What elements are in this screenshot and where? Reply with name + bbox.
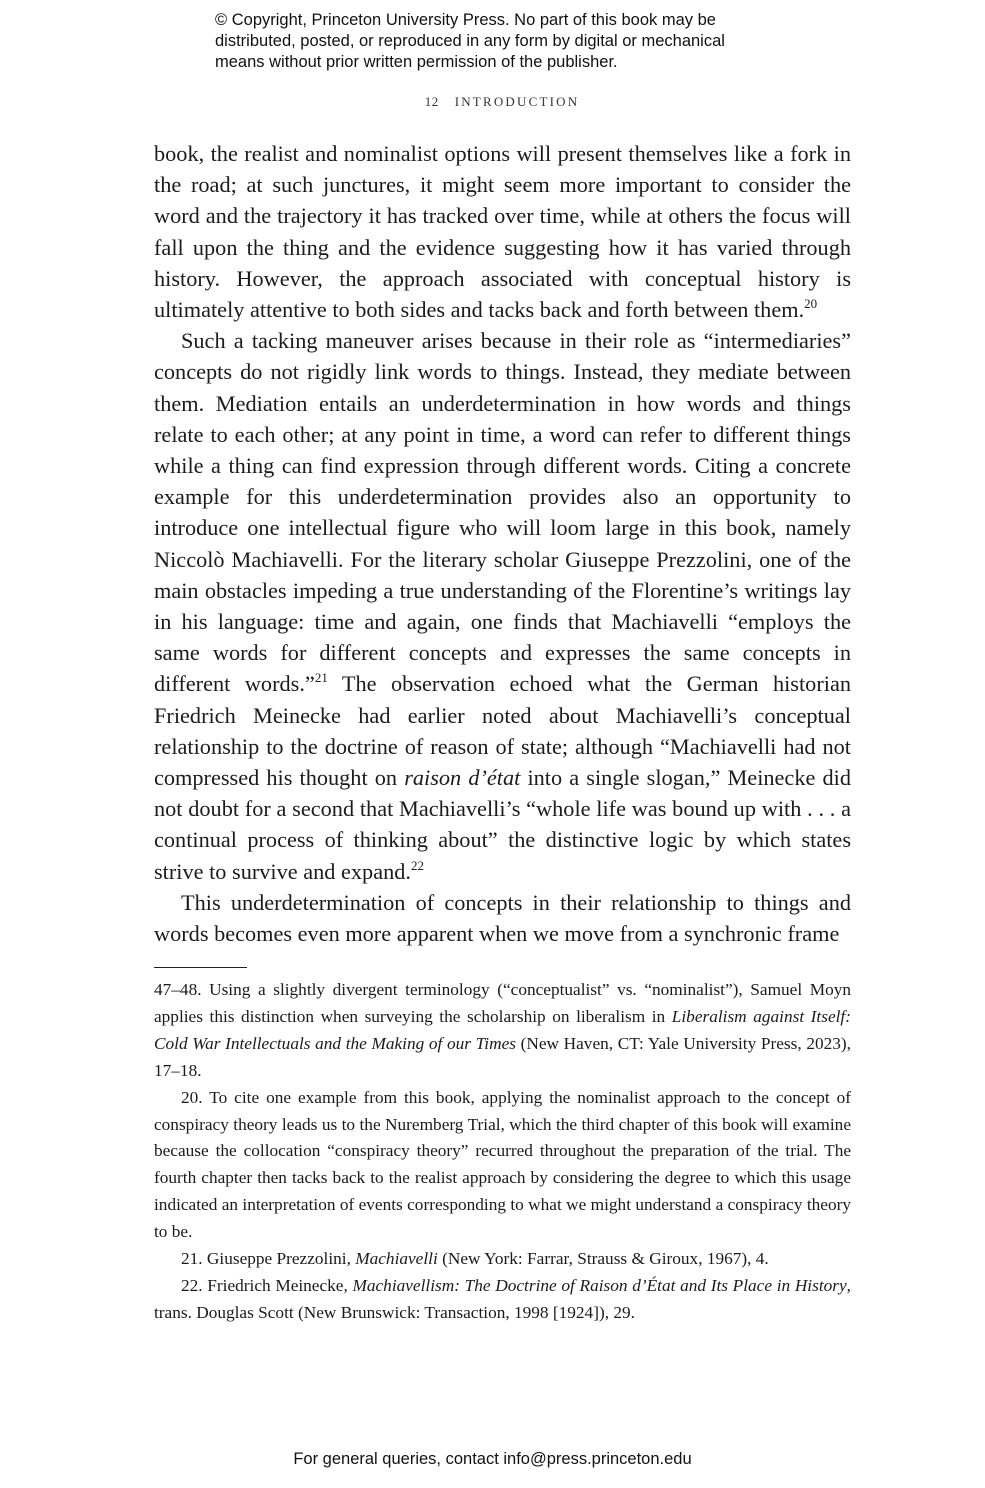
paragraph-2-text-c: into a single slogan,” Meinecke did not doubt for a second that Machiavelli’s “whole life was bound up with . . . a continual process of thinking about” the distinctive logic by which states strive to survive and expand. [154,765,851,884]
note-ref-21[interactable]: 21 [314,670,328,686]
paragraph-2-text-b: The observation echoed what the German historian Friedrich Meinecke had earlier noted about Machiavelli’s conceptual relationship to the doctrine of reason of state; although “Machiavelli had not compressed his thought on [154,671,851,791]
copyright-line-1: © Copyright, Princeton University Press. No part of this book may be [215,11,716,29]
copyright-line-2: distributed, posted, or reproduced in any form by digital or mechanical [215,32,725,50]
footnote-20 [154,1085,851,1246]
paragraph-2-italic: raison d’état [404,765,521,791]
running-head [0,94,985,110]
footnote-22-italic: Machiavellism: The Doctrine of Raison d’État and Its Place in History [352,1275,847,1295]
footnote-19-continued [154,977,851,1085]
footer-contact: For general queries, contact info@press.princeton.edu [293,1450,692,1468]
copyright-line-3: means without prior written permission of the publisher. [215,53,618,71]
note-ref-22[interactable]: 22 [410,857,424,873]
footnote-19-italic: Liberalism against Itself: Cold War Intellectuals and the Making of our Times [154,1006,851,1053]
paragraph-1-text: book, the realist and nominalist options will present themselves like a fork in the road; at such junctures, it might seem more important to consider the word and the trajectory it has tracked over time, while at others the focus will fall upon the thing and the evidence suggesting how it has varied through history. However, the approach associated with conceptual history is ultimately attentive to both sides and tacks back and forth between them. [154,141,851,323]
note-ref-20[interactable]: 20 [804,296,818,312]
footnote-21-text-b: (New York: Farrar, Strauss & Giroux, 1967), 4. [437,1249,769,1269]
footnote-21-italic: Machiavelli [355,1249,438,1269]
footnote-19-text-a: 47–48. Using a slightly divergent terminology (“conceptualist” vs. “nominalist”), Samuel Moyn applies this distinction when surveying the scholarship on liberalism in [154,980,851,1026]
footnote-20-text: 20. To cite one example from this book, applying the nominalist approach to the concept of conspiracy theory leads us to the Nuremberg Trial, which the third chapter of this book will examine because the collocation “conspiracy theory” recurred throughout the preparation of the trial. The fourth chapter then tacks back to the realist approach by considering the degree to which this usage indicated an interpretation of events corresponding to what we might understand a conspiracy theory to be. [154,1087,851,1242]
paragraph-1 [154,138,851,325]
main-text [154,138,851,949]
paragraph-3 [154,887,851,949]
footnote-22-text-b: , trans. Douglas Scott (New Brunswick: Transaction, 1998 [1924]), 29. [154,1275,851,1322]
paragraph-2 [154,325,851,887]
chapter-title: INTRODUCTION [454,94,580,109]
footnote-22-text-a: 22. Friedrich Meinecke, [181,1275,353,1295]
footnote-22 [154,1273,851,1327]
footnote-21 [154,1246,851,1273]
footnote-rule [154,967,247,968]
page-number: 12 [424,94,439,109]
copyright-notice [215,10,815,73]
paragraph-3-text: This underdetermination of concepts in their relationship to things and words becomes even more apparent when we move from a synchronic frame [154,889,851,947]
footnotes [154,977,851,1327]
footnote-21-text-a: 21. Giuseppe Prezzolini, [181,1249,356,1269]
footnote-19-text-b: (New Haven, CT: Yale University Press, 2023), 17–18. [154,1033,851,1080]
paragraph-2-text-a: Such a tacking maneuver arises because in their role as “intermediaries” concepts do not rigidly link words to things. Instead, they mediate between them. Mediation entails an underdetermination in how words and things relate to each other; at any point in time, a word can refer to different things while a thing can find expression through different words. Citing a concrete example for this underdetermination provides also an opportunity to introduce one intellectual figure who will loom large in this book, namely Niccolò Machiavelli. For the literary scholar Giuseppe Prezzolini, one of the main obstacles impeding a true understanding of the Florentine’s writings lay in his language: time and again, one finds that Machiavelli “employs the same words for different concepts and expresses the same concepts in different words.” [154,328,851,697]
